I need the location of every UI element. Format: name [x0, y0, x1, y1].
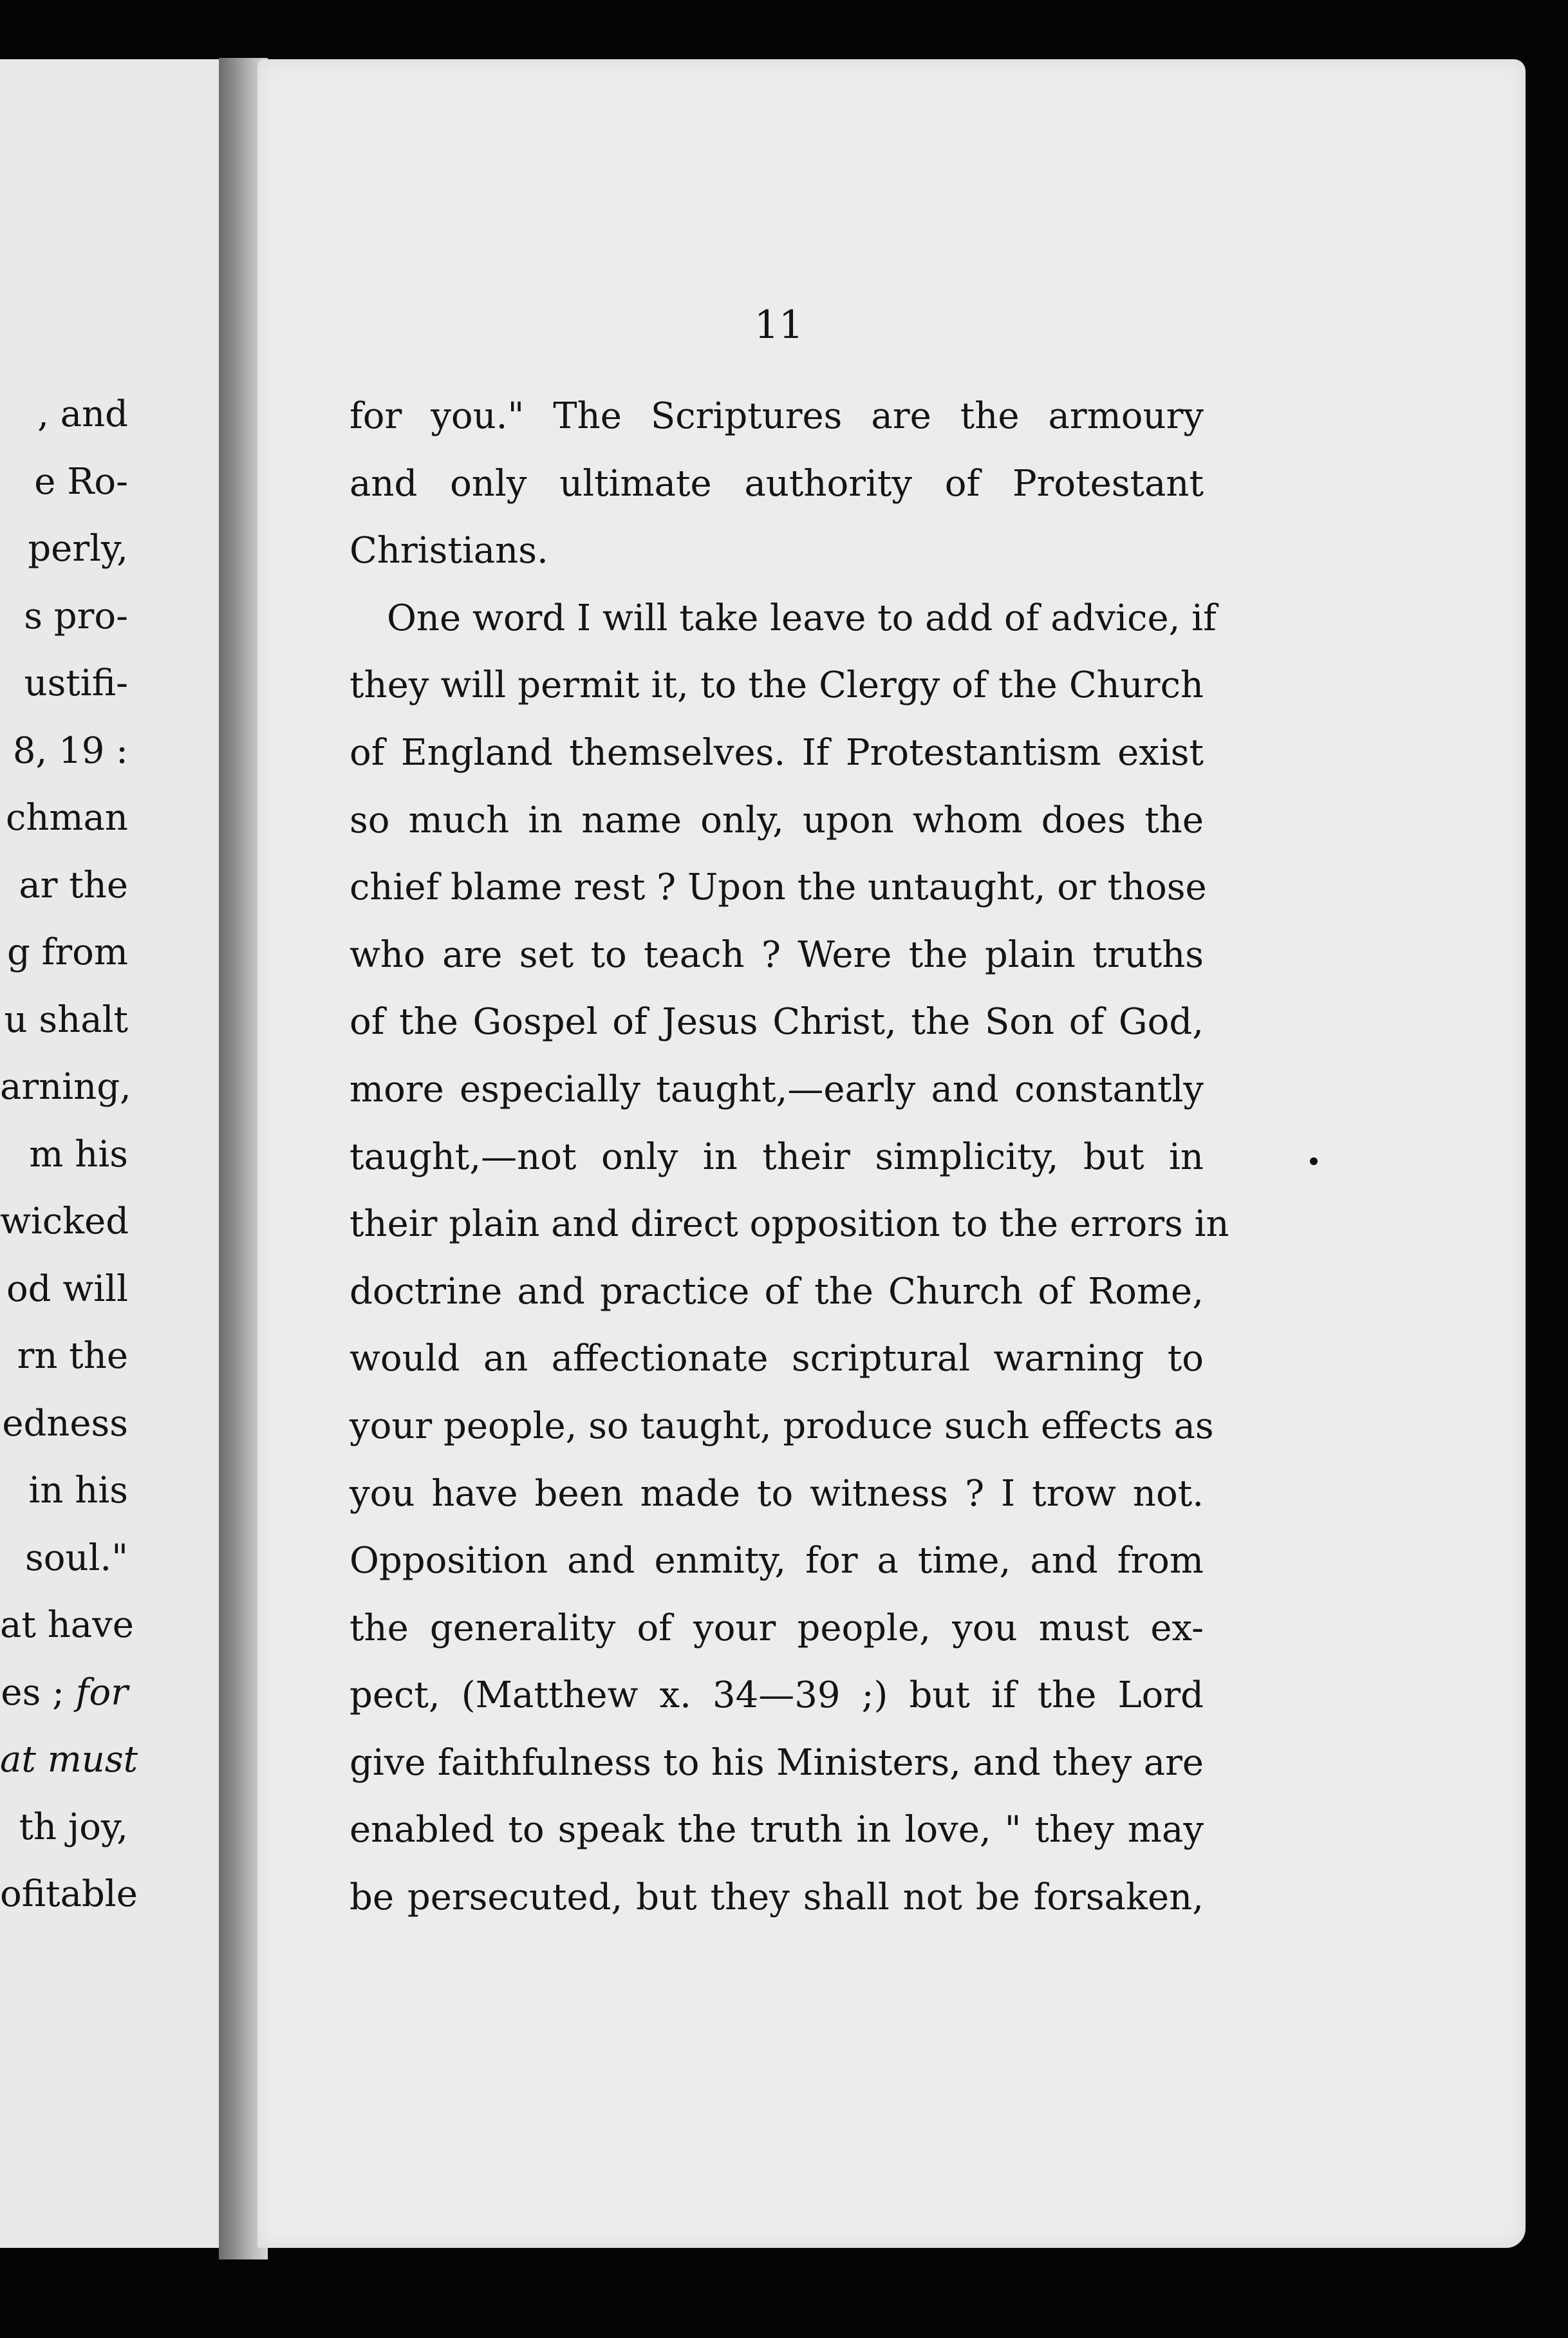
text-line: for you." The Scriptures are the armoury — [350, 395, 1204, 437]
left-page — [0, 59, 222, 2248]
left-line — [0, 1660, 128, 1727]
left-line: ustifi- — [24, 662, 128, 704]
right-page-text — [350, 383, 1229, 1932]
text-line: taught,—not only in their simplicity, but in — [350, 1136, 1204, 1178]
text-line: of the Gospel of Jesus Christ, the Son of God, — [350, 1001, 1204, 1043]
left-line: m his — [29, 1133, 128, 1175]
text-line: the generality of your people, you must ex- — [350, 1607, 1204, 1649]
text-line: your people, so taught, produce such effects as — [350, 1405, 1214, 1447]
text-line: so much in name only, upon whom does the — [350, 799, 1204, 841]
left-page-text — [0, 381, 138, 1929]
left-line: rn the — [17, 1335, 128, 1377]
left-line: s pro- — [24, 595, 128, 637]
left-line: wicked — [0, 1201, 129, 1242]
left-line-italic: for — [75, 1671, 128, 1714]
text-line: you have been made to witness ? I trow not. — [350, 1472, 1204, 1515]
left-line: soul." — [25, 1537, 128, 1579]
left-line: u shalt — [4, 998, 128, 1041]
text-line: Christians. — [350, 530, 548, 572]
left-line: arning, — [0, 1066, 131, 1108]
left-line: perly, — [28, 528, 128, 570]
left-line: chman — [6, 797, 128, 839]
left-line: g from — [7, 931, 128, 973]
text-line: enabled to speak the truth in love, " they may — [350, 1809, 1204, 1851]
left-line: th joy, — [19, 1806, 128, 1848]
text-line: who are set to teach ? Were the plain truths — [350, 933, 1204, 976]
text-line: they will permit it, to the Clergy of the Church — [350, 664, 1204, 707]
ink-speck — [1310, 1157, 1318, 1165]
left-line: at have — [0, 1604, 134, 1646]
text-line: doctrine and practice of the Church of Rome, — [350, 1270, 1204, 1313]
left-line: od will — [6, 1267, 128, 1310]
text-line: would an affectionate scriptural warning to — [350, 1338, 1204, 1380]
left-line: e Ro- — [34, 460, 128, 503]
text-line: give faithfulness to his Ministers, and they are — [350, 1741, 1204, 1784]
text-line: be persecuted, but they shall not be forsaken, — [350, 1876, 1204, 1919]
text-line: Opposition and enmity, for a time, and from — [350, 1540, 1204, 1582]
left-line: ofitable — [0, 1873, 138, 1915]
text-line: chief blame rest ? Upon the untaught, or those — [350, 866, 1207, 909]
text-line: their plain and direct opposition to the errors in — [350, 1203, 1229, 1246]
text-line: more especially taught,—early and constantly — [350, 1068, 1204, 1110]
left-line: in his — [28, 1470, 128, 1511]
text-line: and only ultimate authority of Protestant — [350, 462, 1204, 505]
left-line: at must — [0, 1739, 138, 1781]
text-line: One word I will take leave to add of advice, if — [387, 597, 1217, 639]
text-line: pect, (Matthew x. 34—39 ;) but if the Lord — [350, 1674, 1204, 1717]
left-line: ar the — [19, 864, 128, 906]
left-line-part: es ; — [1, 1671, 64, 1714]
page-number: 11 — [754, 303, 804, 348]
left-line: 8, 19 : — [12, 729, 128, 772]
text-line: of England themselves. If Protestantism exist — [350, 731, 1204, 774]
left-line: , and — [37, 393, 128, 435]
left-line: edness — [2, 1402, 128, 1445]
